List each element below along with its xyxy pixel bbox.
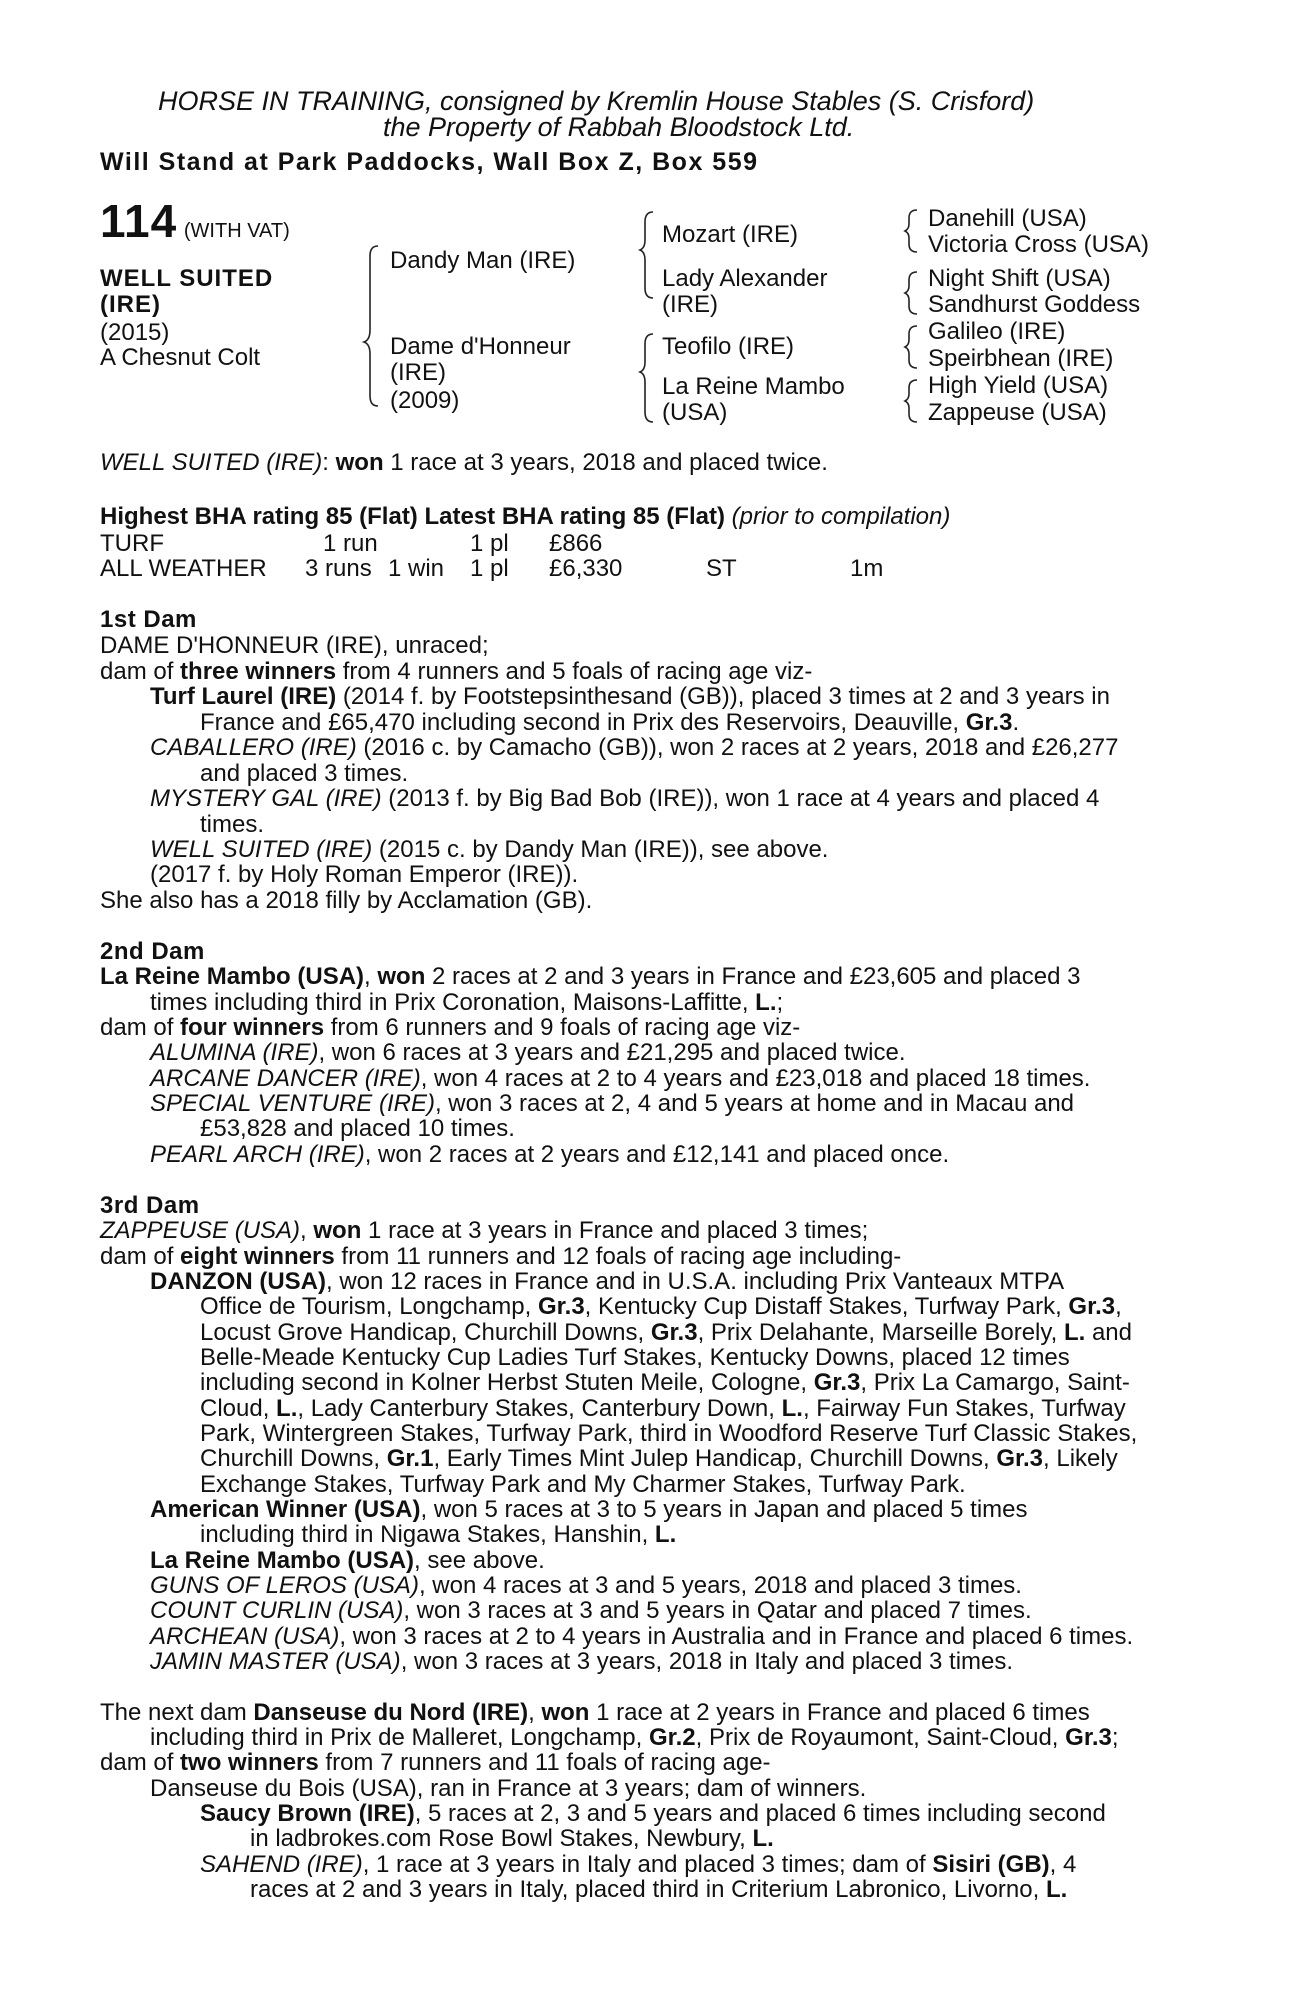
offspring-pearl-arch <box>150 1142 949 1168</box>
t: Danseuse du Nord (IRE) <box>253 1699 529 1726</box>
t: Gr.3 <box>1068 1293 1116 1320</box>
t: La Reine Mambo (USA) <box>100 963 365 990</box>
brace-gen3-3 <box>905 326 917 368</box>
dam-line-3: (2009) <box>390 387 460 414</box>
t: ; <box>776 989 784 1016</box>
sds: Night Shift (USA) <box>928 265 1111 292</box>
offspring-special-venture-2: £53,828 and placed 10 times. <box>200 1115 515 1142</box>
t: (2013 f. by Big Bad Bob (IRE)), won 1 race at 4 years and placed 4 <box>381 785 1100 812</box>
t: eight winners <box>180 1243 335 1270</box>
t: three winners <box>180 658 337 685</box>
t: PEARL ARCH (IRE) <box>150 1141 365 1168</box>
t: Cloud, <box>200 1395 277 1422</box>
t: , 4 <box>1049 1851 1077 1878</box>
brace-gen1 <box>364 246 378 406</box>
t: WELL SUITED (IRE) <box>150 836 373 863</box>
t: dam of <box>100 1014 181 1041</box>
t: , won 12 races in France and in U.S.A. including Prix Vanteaux MTPA <box>325 1268 1065 1295</box>
t: Churchill Downs, <box>200 1445 387 1472</box>
third-dam-heading: 3rd Dam <box>100 1192 200 1219</box>
t: races at 2 and 3 years in Italy, placed third in Criterium Labronico, Livorno, <box>250 1876 1046 1903</box>
t: , won 4 races at 2 to 4 years and £23,018 and placed 18 times. <box>420 1065 1091 1092</box>
t: times including third in Prix Coronation, Maisons-Laffitte, <box>150 989 756 1016</box>
dam-sire: Teofilo (IRE) <box>662 333 795 360</box>
t: Gr.3 <box>537 1293 585 1320</box>
t: L. <box>654 1521 677 1548</box>
danzon-6 <box>200 1396 1126 1422</box>
guns-of-leros <box>150 1573 1022 1599</box>
first-dam-heading: 1st Dam <box>100 606 197 633</box>
offspring-arcane-dancer <box>150 1066 1090 1092</box>
first-dam-produce <box>100 659 812 685</box>
next-dam-produce <box>100 1750 771 1776</box>
danzon-5 <box>200 1370 1130 1396</box>
sire-dam-2: (IRE) <box>662 291 718 318</box>
t: , Kentucky Cup Distaff Stakes, Turfway Park, <box>584 1293 1069 1320</box>
t: 1 race at 3 years in France and placed 3 times; <box>361 1217 869 1244</box>
t: , won 3 races at 2 to 4 years in Australia and in France and placed 6 times. <box>339 1623 1134 1650</box>
third-dam-produce <box>100 1244 901 1270</box>
ssd: Victoria Cross (USA) <box>928 231 1149 258</box>
saucy-brown-1 <box>200 1801 1106 1827</box>
t: France and £65,470 including second in Prix des Reservoirs, Deauville, <box>200 709 966 736</box>
t: in ladbrokes.com Rose Bowl Stakes, Newbury, <box>250 1825 753 1852</box>
la-reine-mambo-ref <box>150 1548 545 1574</box>
danzon-1 <box>150 1269 1064 1295</box>
record-runs: 1 run <box>323 530 378 557</box>
t: , 5 races at 2, 3 and 5 years and placed 6 times including second <box>414 1800 1106 1827</box>
record-runs: 3 runs <box>305 555 372 582</box>
t: . <box>1012 709 1020 736</box>
t: ; <box>1111 1724 1119 1751</box>
t: Gr.2 <box>648 1724 696 1751</box>
rating-text: Highest BHA rating 85 (Flat) Latest BHA rating 85 (Flat) <box>100 503 725 530</box>
t: , won 5 races at 3 to 5 years in Japan and placed 5 times <box>420 1496 1028 1523</box>
t: Gr.1 <box>386 1445 434 1472</box>
t: Sisiri (GB) <box>932 1851 1050 1878</box>
t: Gr.3 <box>996 1445 1044 1472</box>
third-dam-line-1 <box>100 1218 868 1244</box>
sss: Danehill (USA) <box>928 205 1087 232</box>
danseuse-du-bois: Danseuse du Bois (USA), ran in France at 3 years; dam of winners. <box>150 1775 867 1802</box>
t: won <box>313 1217 362 1244</box>
next-dam-line-2 <box>150 1725 1119 1751</box>
t: including second in Kolner Herbst Stuten Meile, Cologne, <box>200 1369 814 1396</box>
bha-rating <box>100 504 950 530</box>
offspring-special-venture <box>150 1091 1074 1117</box>
danzon-8 <box>200 1446 1118 1472</box>
second-dam-line-1 <box>100 964 1081 990</box>
t: L. <box>276 1395 298 1422</box>
t: Gr.3 <box>813 1369 861 1396</box>
record-surface: ALL WEATHER <box>100 555 267 582</box>
dam-dam-1: La Reine Mambo <box>662 373 845 400</box>
t: , won 3 races at 2, 4 and 5 years at home and in Macau and <box>434 1090 1075 1117</box>
first-dam-note: She also has a 2018 filly by Acclamation (GB). <box>100 887 593 914</box>
record-money: £6,330 <box>549 555 623 582</box>
t: , Fairway Fun Stakes, Turfway <box>802 1395 1126 1422</box>
offspring-2017: (2017 f. by Holy Roman Emperor (IRE)). <box>150 861 579 888</box>
t: , see above. <box>414 1547 545 1574</box>
t: two winners <box>180 1749 319 1776</box>
count-curlin <box>150 1598 1032 1624</box>
t: , <box>1115 1293 1122 1320</box>
vat-label: (WITH VAT) <box>183 220 290 242</box>
t: , 1 race at 3 years in Italy and placed 3 times; dam of <box>362 1851 933 1878</box>
t: L. <box>752 1825 774 1852</box>
t: and <box>1085 1319 1132 1346</box>
second-dam-line-2 <box>150 990 783 1016</box>
t: American Winner (USA) <box>150 1496 421 1523</box>
dam-line-1: Dame d'Honneur <box>390 333 571 360</box>
t: Saucy Brown (IRE) <box>200 1800 415 1827</box>
brace-gen3-1 <box>905 210 917 252</box>
t: , Prix Delahante, Marseille Borely, <box>697 1319 1064 1346</box>
summary-won: won <box>335 449 384 476</box>
t: from 11 runners and 12 foals of racing age including- <box>334 1243 902 1270</box>
jamin-master <box>150 1649 1013 1675</box>
summary-colon: : <box>322 449 336 476</box>
offspring-turf-laurel <box>150 684 1110 710</box>
dds: High Yield (USA) <box>928 372 1109 399</box>
t: ARCHEAN (USA) <box>150 1623 340 1650</box>
t: (2016 c. by Camacho (GB)), won 2 races at 2 years, 2018 and £26,277 <box>356 734 1119 761</box>
dsd: Speirbhean (IRE) <box>928 345 1114 372</box>
brace-gen3-4 <box>905 380 917 422</box>
danzon-4: Belle-Meade Kentucky Cup Ladies Turf Stakes, Kentucky Downs, placed 12 times <box>200 1344 1070 1371</box>
pedigree-braces <box>0 0 1314 460</box>
t: 2 races at 2 and 3 years in France and £23,605 and placed 3 <box>425 963 1081 990</box>
sdd: Sandhurst Goddess <box>928 291 1141 318</box>
danzon-3 <box>200 1320 1132 1346</box>
t: , Early Times Mint Julep Handicap, Churchill Downs, <box>433 1445 997 1472</box>
t: L. <box>1063 1319 1086 1346</box>
american-winner-2 <box>200 1522 676 1548</box>
offspring-caballero-2: and placed 3 times. <box>200 760 409 787</box>
sire-dam-1: Lady Alexander <box>662 265 828 292</box>
race-summary <box>100 450 828 476</box>
t: (2015 c. by Dandy Man (IRE)), see above. <box>372 836 829 863</box>
t: , <box>364 963 378 990</box>
record-money: £866 <box>549 530 603 557</box>
brace-gen2-top <box>640 212 653 298</box>
t: Locust Grove Handicap, Churchill Downs, <box>200 1319 651 1346</box>
horse-name-line-2: (IRE) <box>100 291 161 318</box>
t: Gr.3 <box>965 709 1013 736</box>
offspring-mystery-gal <box>150 786 1099 812</box>
offspring-mystery-gal-2: times. <box>200 811 265 838</box>
record-dist-a: ST <box>706 555 737 582</box>
t: JAMIN MASTER (USA) <box>150 1648 401 1675</box>
t: , <box>528 1699 542 1726</box>
t: Gr.3 <box>650 1319 698 1346</box>
sahend-1 <box>200 1852 1076 1878</box>
sahend-2 <box>250 1877 1067 1903</box>
saucy-brown-2 <box>250 1826 774 1852</box>
brace-gen3-2 <box>905 272 917 314</box>
t: ALUMINA (IRE) <box>150 1039 319 1066</box>
t: ARCANE DANCER (IRE) <box>150 1065 421 1092</box>
t: , Likely <box>1043 1445 1118 1472</box>
t: , Lady Canterbury Stakes, Canterbury Down, <box>297 1395 782 1422</box>
next-dam-line-1 <box>100 1700 1090 1726</box>
t: L. <box>1045 1876 1068 1903</box>
record-wins: 1 win <box>388 555 445 582</box>
t: COUNT CURLIN (USA) <box>150 1597 404 1624</box>
offspring-well-suited <box>150 837 828 863</box>
dss: Galileo (IRE) <box>928 318 1066 345</box>
t: , Prix La Camargo, Saint- <box>860 1369 1130 1396</box>
lot-number-value: 114 <box>100 195 178 247</box>
t: , won 3 races at 3 and 5 years in Qatar and placed 7 times. <box>403 1597 1032 1624</box>
t: MYSTERY GAL (IRE) <box>150 785 382 812</box>
t: CABALLERO (IRE) <box>150 734 357 761</box>
t: , Prix de Royaumont, Saint-Cloud, <box>695 1724 1066 1751</box>
ddd: Zappeuse (USA) <box>928 399 1107 426</box>
dam-dam-2: (USA) <box>662 399 728 426</box>
second-dam-heading: 2nd Dam <box>100 938 205 965</box>
header-line-2: the Property of Rabbah Bloodstock Ltd. <box>383 112 855 142</box>
rating-note: (prior to compilation) <box>731 503 951 530</box>
t: dam of <box>100 658 181 685</box>
horse-description: A Chesnut Colt <box>100 344 261 371</box>
t: including third in Nigawa Stakes, Hanshin, <box>200 1521 655 1548</box>
archean <box>150 1624 1133 1650</box>
record-placed: 1 pl <box>470 530 509 557</box>
t: , <box>300 1217 314 1244</box>
second-dam-produce <box>100 1015 800 1041</box>
t: four winners <box>180 1014 325 1041</box>
sire-sire: Mozart (IRE) <box>662 221 799 248</box>
foaling-year: (2015) <box>100 319 170 346</box>
t: from 7 runners and 11 foals of racing age- <box>318 1749 771 1776</box>
t: won <box>377 963 426 990</box>
t: , won 2 races at 2 years and £12,141 and placed once. <box>364 1141 950 1168</box>
t: dam of <box>100 1749 181 1776</box>
t: won <box>541 1699 590 1726</box>
offspring-caballero <box>150 735 1118 761</box>
t: , won 3 races at 3 years, 2018 in Italy and placed 3 times. <box>400 1648 1014 1675</box>
dam-line-2: (IRE) <box>390 359 446 386</box>
offspring-alumina <box>150 1040 906 1066</box>
t: , won 4 races at 3 and 5 years, 2018 and placed 3 times. <box>418 1572 1022 1599</box>
horse-name-line-1: WELL SUITED <box>100 265 274 292</box>
t: L. <box>755 989 777 1016</box>
header-line-1: HORSE IN TRAINING, consigned by Kremlin House Stables (S. Crisford) <box>158 86 1035 116</box>
t: from 4 runners and 5 foals of racing age viz- <box>336 658 813 685</box>
t: Gr.3 <box>1065 1724 1112 1751</box>
record-placed: 1 pl <box>470 555 509 582</box>
t: L. <box>781 1395 803 1422</box>
summary-horse-name: WELL SUITED (IRE) <box>100 449 323 476</box>
t: Office de Tourism, Longchamp, <box>200 1293 538 1320</box>
t: SAHEND (IRE) <box>200 1851 363 1878</box>
header-line-3: Will Stand at Park Paddocks, Wall Box Z, Box 559 <box>100 148 759 176</box>
t: (2014 f. by Footstepsinthesand (GB)), placed 3 times at 2 and 3 years in <box>336 683 1110 710</box>
t: 1 race at 2 years in France and placed 6 times <box>589 1699 1090 1726</box>
t: including third in Prix de Malleret, Longchamp, <box>150 1724 649 1751</box>
t: Turf Laurel (IRE) <box>150 683 337 710</box>
t: La Reine Mambo (USA) <box>150 1547 415 1574</box>
american-winner-1 <box>150 1497 1028 1523</box>
sire: Dandy Man (IRE) <box>390 247 576 274</box>
offspring-turf-laurel-2 <box>200 710 1019 736</box>
first-dam-line: DAME D'HONNEUR (IRE), unraced; <box>100 632 489 659</box>
t: SPECIAL VENTURE (IRE) <box>150 1090 435 1117</box>
t: DANZON (USA) <box>150 1268 326 1295</box>
danzon-2 <box>200 1294 1122 1320</box>
t: , won 6 races at 3 years and £21,295 and placed twice. <box>318 1039 906 1066</box>
brace-gen2-bottom <box>640 334 653 422</box>
t: from 6 runners and 9 foals of racing age viz- <box>324 1014 801 1041</box>
record-surface: TURF <box>100 530 164 557</box>
t: GUNS OF LEROS (USA) <box>150 1572 419 1599</box>
t: ZAPPEUSE (USA) <box>100 1217 301 1244</box>
record-dist-b: 1m <box>850 555 884 582</box>
danzon-7: Park, Wintergreen Stakes, Turfway Park, third in Woodford Reserve Turf Classic Stakes, <box>200 1420 1138 1447</box>
danzon-9: Exchange Stakes, Turfway Park and My Charmer Stakes, Turfway Park. <box>200 1471 966 1498</box>
t: dam of <box>100 1243 181 1270</box>
t: The next dam <box>100 1699 254 1726</box>
summary-rest: 1 race at 3 years, 2018 and placed twice. <box>383 449 828 476</box>
